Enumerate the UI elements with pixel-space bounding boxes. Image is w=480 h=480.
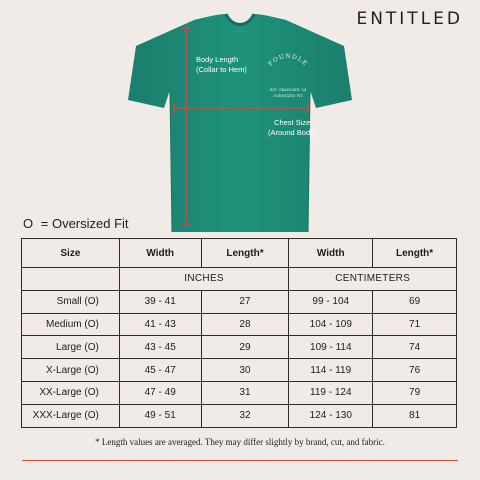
width-inches: 43 - 45	[119, 336, 201, 359]
size-label: XX-Large (O)	[22, 381, 120, 404]
footer-divider	[22, 460, 458, 461]
legend-text: = Oversized Fit	[40, 216, 129, 231]
width-cm: 119 - 124	[289, 381, 373, 404]
brand-logo: ENTITLED	[356, 9, 463, 29]
svg-text:OVERSIZED FIT: OVERSIZED FIT	[273, 94, 303, 98]
width-inches: 39 - 41	[119, 290, 201, 313]
table-row	[22, 381, 457, 404]
size-label: Large (O)	[22, 336, 120, 359]
svg-text:FOUNDLE: FOUNDLE	[267, 52, 309, 68]
length-inches: 27	[201, 290, 289, 313]
length-inches: 29	[201, 336, 289, 359]
header-width-cm: Width	[289, 239, 373, 268]
length-cm: 76	[373, 359, 457, 382]
width-inches: 47 - 49	[119, 381, 201, 404]
length-inches: 31	[201, 381, 289, 404]
width-cm: 99 - 104	[289, 290, 373, 313]
width-cm: 114 - 119	[289, 359, 373, 382]
width-inches: 49 - 51	[119, 404, 201, 427]
tshirt-image	[120, 10, 360, 235]
size-label: X-Large (O)	[22, 359, 120, 382]
table-row	[22, 313, 457, 336]
length-cm: 74	[373, 336, 457, 359]
oversized-fit-legend	[23, 216, 129, 231]
table-row	[22, 404, 457, 427]
svg-text:EST. GRADUATE ’24: EST. GRADUATE ’24	[269, 88, 307, 92]
width-cm: 124 - 130	[289, 404, 373, 427]
tshirt-body	[128, 14, 352, 232]
unit-row	[22, 268, 457, 291]
table-row	[22, 290, 457, 313]
length-inches: 28	[201, 313, 289, 336]
header-length-inches: Length*	[201, 239, 289, 268]
body-length-label: Body Length (Collar to Hem)	[196, 55, 247, 74]
header-length-cm: Length*	[373, 239, 457, 268]
length-footnote: * Length values are averaged. They may differ slightly by brand, cut, and fabric.	[95, 437, 385, 447]
length-cm: 81	[373, 404, 457, 427]
length-inches: 30	[201, 359, 289, 382]
size-chart-table	[21, 238, 457, 428]
size-label: Small (O)	[22, 290, 120, 313]
width-cm: 104 - 109	[289, 313, 373, 336]
length-cm: 69	[373, 290, 457, 313]
chest-size-label: Chest Size (Around Body)	[268, 118, 317, 137]
size-label: Medium (O)	[22, 313, 120, 336]
header-width-inches: Width	[119, 239, 201, 268]
header-size: Size	[22, 239, 120, 268]
length-cm: 71	[373, 313, 457, 336]
unit-centimeters: CENTIMETERS	[289, 268, 457, 291]
table-row	[22, 336, 457, 359]
width-inches: 45 - 47	[119, 359, 201, 382]
table-row	[22, 359, 457, 382]
width-inches: 41 - 43	[119, 313, 201, 336]
oversized-mark: O	[23, 216, 34, 231]
table-header-row	[22, 239, 457, 268]
size-label: XXX-Large (O)	[22, 404, 120, 427]
length-cm: 79	[373, 381, 457, 404]
unit-inches: INCHES	[119, 268, 289, 291]
length-inches: 32	[201, 404, 289, 427]
unit-blank	[22, 268, 120, 291]
width-cm: 109 - 114	[289, 336, 373, 359]
